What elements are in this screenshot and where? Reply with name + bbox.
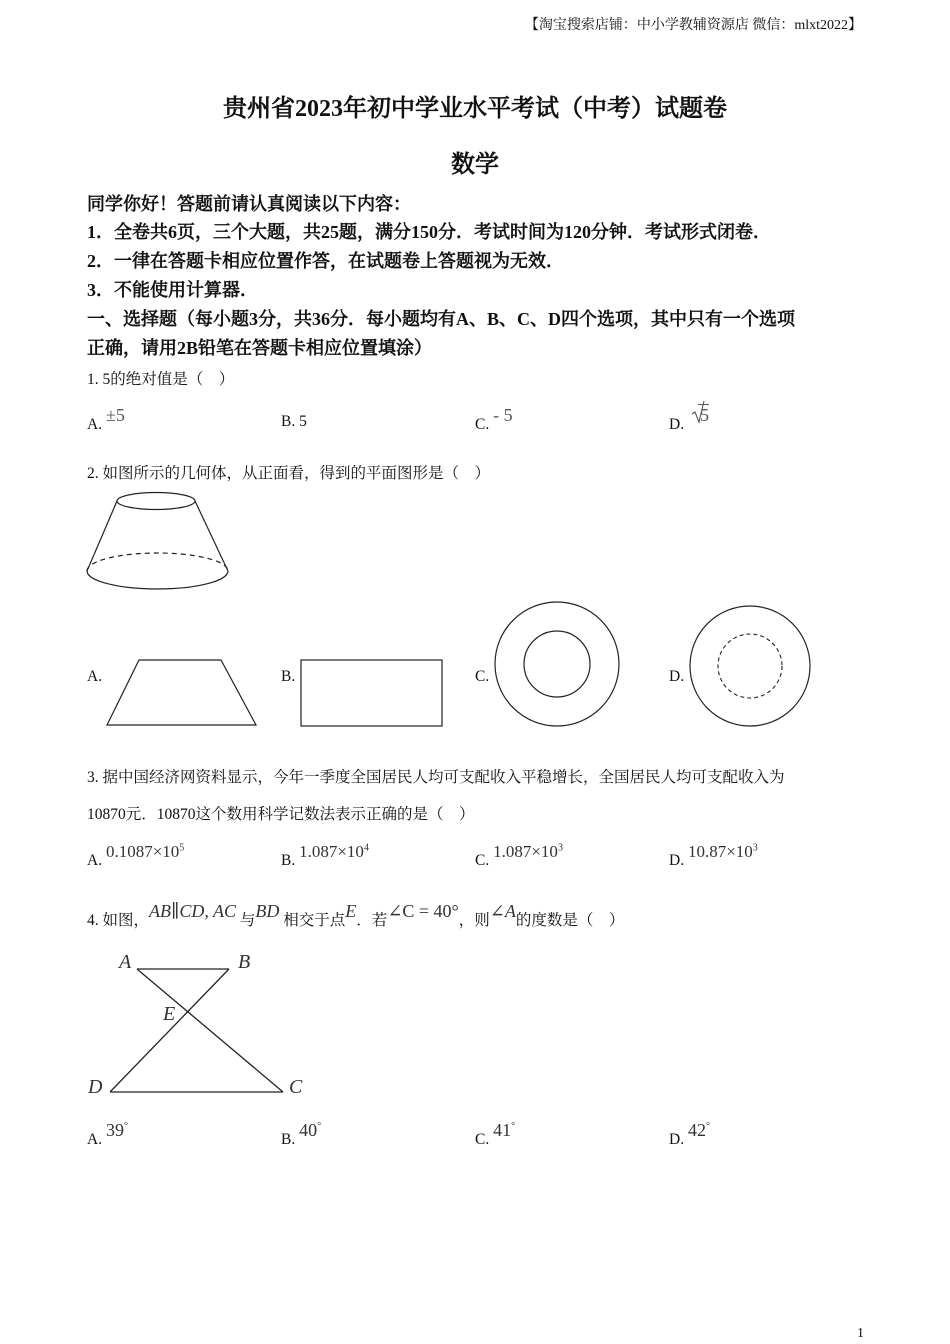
q2-option-b-rectangle — [300, 659, 444, 727]
shop-note: 【淘宝搜索店铺：中小学教辅资源店 微信：mlxt2022】 — [524, 18, 862, 33]
q4-suffix: 的度数是（ ） — [515, 912, 625, 929]
q4-option-c — [475, 1120, 516, 1149]
option-label: C. — [475, 1131, 490, 1148]
q4-prefix: 4. 如图， — [87, 912, 150, 929]
q4-angle-a: ∠A — [489, 901, 516, 921]
q4-option-d — [669, 1120, 710, 1149]
q4-option-a — [87, 1120, 128, 1149]
q4-if: ．若 — [356, 912, 388, 929]
times-ten: ×10 — [726, 842, 753, 861]
q3-option-a — [87, 842, 185, 870]
option-label: B. — [281, 668, 296, 685]
option-label: A. — [87, 1131, 103, 1148]
mantissa: 1.087 — [299, 842, 338, 861]
notice-item: 2．一律在答题卡相应位置作答，在试题卷上答题视为无效． — [87, 251, 564, 271]
q4-angle-c: ∠C = 40° — [387, 901, 459, 921]
option-label: D. — [669, 416, 685, 433]
q4-then: ，则 — [458, 912, 490, 929]
option-value: 42 — [687, 1120, 706, 1140]
q2-option-c-concentric-circles — [493, 600, 621, 728]
page-number: 1 — [857, 1326, 864, 1341]
mantissa: 0.1087 — [105, 842, 153, 861]
option-value: 5 — [299, 413, 307, 430]
exponent: 3 — [752, 842, 758, 854]
mantissa: 1.087 — [493, 842, 532, 861]
option-value: - 5 — [493, 405, 513, 425]
option-value: ±5 — [105, 405, 125, 425]
q3-option-b — [281, 842, 369, 870]
notice-item: 3．不能使用计算器． — [87, 280, 258, 300]
exponent: 5 — [179, 842, 185, 854]
frustum-figure — [84, 490, 234, 594]
times-ten: ×10 — [152, 842, 180, 861]
q1-option-a — [87, 405, 125, 434]
option-label: A. — [87, 668, 103, 685]
exponent: 3 — [557, 842, 563, 854]
figure-label-e: E — [163, 1003, 176, 1025]
option-label: B. — [281, 852, 296, 869]
degree-sign: ° — [511, 1121, 516, 1132]
q3-option-c — [475, 842, 563, 870]
option-label: B. — [281, 413, 296, 430]
q4-condition-parallel: AB∥CD, AC — [149, 901, 237, 921]
option-label: D. — [669, 852, 685, 869]
option-value: 39 — [105, 1120, 124, 1140]
exponent: 4 — [363, 842, 369, 854]
notice-greeting: 同学你好！答题前请认真阅读以下内容： — [87, 194, 411, 214]
q2-option-d-dashed-inner-circle — [688, 604, 812, 728]
figure-label-c: C — [289, 1076, 303, 1098]
option-label: C. — [475, 852, 490, 869]
question-3-stem: 3. 据中国经济网资料显示，今年一季度全国居民人均可支配收入平稳增长，全国居民人均可支配收入为 — [87, 769, 785, 786]
q2-option-a-trapezoid — [106, 659, 258, 727]
mantissa: 10.87 — [687, 842, 727, 861]
option-label: A. — [87, 852, 103, 869]
q3-option-d — [669, 842, 758, 870]
question-3-stem-cont: 10870元．10870这个数用科学记数法表示正确的是（ ） — [87, 806, 475, 823]
option-label: A. — [87, 416, 103, 433]
option-value: 41 — [493, 1120, 512, 1140]
q1-option-c — [475, 405, 513, 434]
option-label: C. — [475, 668, 490, 685]
question-2-stem: 2. 如图所示的几何体，从正面看，得到的平面图形是（ ） — [87, 465, 491, 482]
exam-title: 贵州省2023年初中学业水平考试（中考）试题卷 — [223, 96, 727, 122]
option-value: 40 — [299, 1120, 318, 1140]
figure-label-b: B — [238, 951, 251, 973]
figure-label-a: A — [119, 951, 132, 973]
q4-meet: 相交于点 — [283, 912, 346, 929]
option-label: D. — [669, 1131, 685, 1148]
degree-sign: ° — [705, 1121, 710, 1132]
question-4-stem — [87, 901, 625, 930]
notice-item: 1．全卷共6页，三个大题，共25题，满分150分．考试时间为120分钟．考试形式闭卷． — [87, 222, 771, 242]
q4-point-e: E — [345, 901, 357, 921]
q4-option-b — [281, 1120, 322, 1149]
sqrt-radical-icon — [692, 400, 704, 424]
section-heading-cont: 正确，请用2B铅笔在答题卡相应位置填涂） — [87, 338, 433, 358]
q4-with: 与 — [239, 912, 256, 929]
degree-sign: ° — [317, 1121, 322, 1132]
q4-segment-bd: BD — [255, 901, 280, 921]
option-label: D. — [669, 668, 685, 685]
option-label: B. — [281, 1131, 296, 1148]
sqrt-value: 5 — [699, 405, 709, 425]
q1-option-b — [281, 413, 307, 431]
option-label: C. — [475, 416, 490, 433]
times-ten: ×10 — [337, 842, 364, 861]
figure-label-d: D — [88, 1076, 103, 1098]
times-ten: ×10 — [531, 842, 558, 861]
section-heading: 一、选择题（每小题3分，共36分．每小题均有A、B、C、D四个选项，其中只有一个选项 — [87, 309, 795, 329]
degree-sign: ° — [123, 1121, 128, 1132]
exam-subject: 数学 — [451, 152, 499, 178]
question-1-stem: 1. 5的绝对值是（ ） — [87, 371, 235, 388]
